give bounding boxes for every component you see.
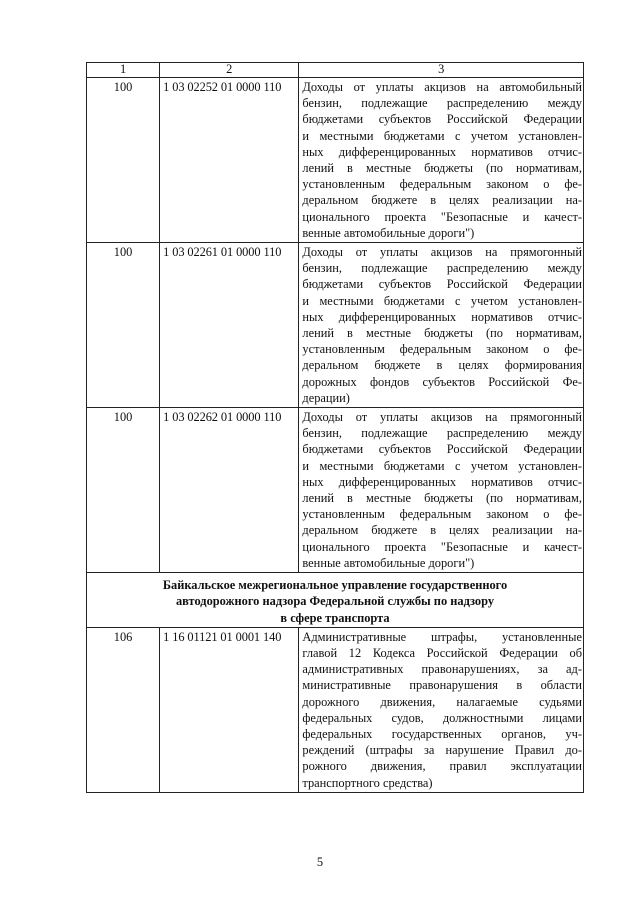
description-cell — [299, 408, 584, 573]
revenue-code-cell: 1 03 02252 01 0000 110 — [160, 78, 299, 243]
revenue-code-cell: 1 16 01121 01 0001 140 — [160, 627, 299, 792]
description-line: дерации) — [302, 390, 350, 405]
description-cell — [299, 627, 584, 792]
column-header-3: 3 — [299, 63, 584, 78]
revenue-codes-table — [86, 62, 584, 793]
description-line: венные автомобильные дороги") — [302, 555, 475, 570]
section-heading-line: автодорожного надзора Федеральной службы по надзору — [175, 594, 495, 609]
description-line: деральном бюджете в целях реализации на- — [302, 523, 582, 538]
description-cell — [299, 78, 584, 243]
description-line: лений в местные бюджеты (по нормативам, — [302, 491, 582, 506]
description-line: Административные штрафы, установленные — [302, 629, 582, 644]
description-line: бюджетами субъектов Российской Федерации — [302, 112, 582, 127]
description-line: лений в местные бюджеты (по нормативам, — [302, 161, 582, 176]
column-header-2: 2 — [160, 63, 299, 78]
description-line: министративные правонарушения в области — [302, 678, 582, 693]
description-line: и местными бюджетами с учетом установлен- — [302, 458, 582, 473]
description-line: бензин, подлежащие распределению между — [302, 261, 582, 276]
description-line: венные автомобильные дороги") — [302, 225, 475, 240]
description-line: бюджетами субъектов Российской Федерации — [302, 277, 582, 292]
description-line: ных дифференцированных нормативов отчис- — [302, 144, 582, 159]
description-line: ных дифференцированных нормативов отчис- — [302, 309, 582, 324]
description-line: установленным федеральным законом о фе- — [302, 507, 582, 522]
description-line: транспортного средства) — [302, 775, 433, 790]
section-heading-line: Байкальское межрегиональное управление государственного — [162, 578, 508, 593]
table-header-row — [87, 63, 584, 78]
table-row — [87, 243, 584, 408]
description-line: деральном бюджете в целях реализации на- — [302, 193, 582, 208]
description-line: дорожных фондов субъектов Российской Фе- — [302, 374, 582, 389]
admin-code-cell: 106 — [87, 627, 160, 792]
description-cell — [299, 243, 584, 408]
admin-code-cell: 100 — [87, 78, 160, 243]
description-line: ционального проекта "Безопасные и качест- — [302, 209, 582, 224]
description-line: и местными бюджетами с учетом установлен- — [302, 293, 582, 308]
table-row — [87, 408, 584, 573]
description-line: бензин, подлежащие распределению между — [302, 96, 582, 111]
section-heading-row — [87, 573, 584, 628]
section-heading-line: в сфере транспорта — [280, 610, 390, 625]
description-line: рожного движения, правил эксплуатации — [302, 759, 582, 774]
description-line: бензин, подлежащие распределению между — [302, 426, 582, 441]
description-line: федеральных государственных органов, уч- — [302, 726, 582, 741]
description-line: установленным федеральным законом о фе- — [302, 177, 582, 192]
description-line: Доходы от уплаты акцизов на автомобильный — [302, 80, 582, 94]
description-line: главой 12 Кодекса Российской Федерации об — [302, 645, 582, 660]
table-row — [87, 627, 584, 792]
description-line: бюджетами субъектов Российской Федерации — [302, 442, 582, 457]
description-line: федеральных судов, должностными лицами — [302, 710, 582, 725]
admin-code-cell: 100 — [87, 243, 160, 408]
description-line: ционального проекта "Безопасные и качест- — [302, 539, 582, 554]
description-line: и местными бюджетами с учетом установлен- — [302, 128, 582, 143]
description-line: деральном бюджете в целях формирования — [302, 358, 582, 373]
revenue-code-cell: 1 03 02262 01 0000 110 — [160, 408, 299, 573]
description-line: реждений (штрафы за нарушение Правил до- — [302, 743, 582, 758]
admin-code-cell: 100 — [87, 408, 160, 573]
description-line: ных дифференцированных нормативов отчис- — [302, 474, 582, 489]
description-line: лений в местные бюджеты (по нормативам, — [302, 326, 582, 341]
description-line: Доходы от уплаты акцизов на прямогонный — [302, 410, 582, 425]
section-heading — [87, 573, 584, 628]
description-line: Доходы от уплаты акцизов на прямогонный — [302, 245, 582, 260]
revenue-code-cell: 1 03 02261 01 0000 110 — [160, 243, 299, 408]
description-line: дорожного движения, налагаемые судьями — [302, 694, 582, 709]
description-line: установленным федеральным законом о фе- — [302, 342, 582, 357]
column-header-1: 1 — [87, 63, 160, 78]
description-line: административных правонарушениях, за ад- — [302, 662, 582, 677]
table-row — [87, 78, 584, 243]
page-number: 5 — [316, 855, 324, 869]
